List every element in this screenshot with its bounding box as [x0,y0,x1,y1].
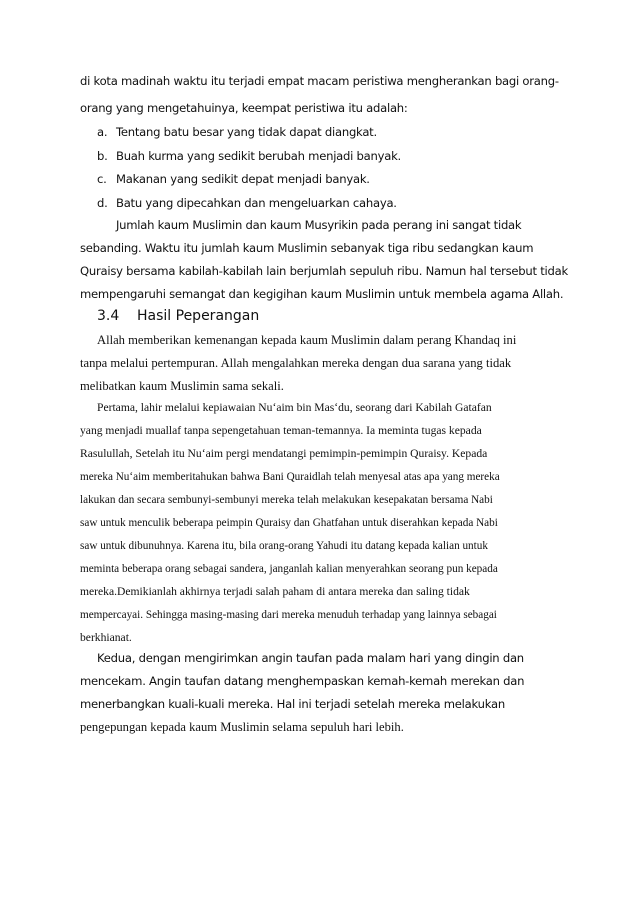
section-number: 3.4 [97,308,120,324]
list-item: Batu yang dipecahkan dan mengeluarkan cahaya. [116,196,397,210]
list-item: Buah kurma yang sedikit berubah menjadi banyak. [116,149,401,163]
text-line: Quraisy bersama kabilah-kabilah lain berjumlah sepuluh ribu. Namun hal tersebut tidak [80,264,568,278]
text-line: mereka Nu‘aim memberitahukan bahwa Bani Quraidlah telah menyesal atas apa yang mereka [80,471,500,483]
text-line: mereka.Demikianlah akhirnya terjadi salah paham di antara mereka dan saling tidak [80,585,470,598]
text-line: Allah memberikan kemenangan kepada kaum Muslimin dalam perang Khandaq ini [97,333,517,347]
text-line: Pertama, lahir melalui kepiawaian Nu‘aim bin Mas‘du, seorang dari Kabilah Gatafan [97,401,492,414]
text-line: sebanding. Waktu itu jumlah kaum Muslimin sebanyak tiga ribu sedangkan kaum [80,241,534,255]
text-line: di kota madinah waktu itu terjadi empat macam peristiwa mengherankan bagi orang- [80,74,559,88]
text-line: saw untuk dibunuhnya. Karena itu, bila orang-orang Yahudi itu datang kepada kalian untuk [80,540,488,552]
text-line: orang yang mengetahuinya, keempat peristiwa itu adalah: [80,101,408,115]
text-line: mempercayai. Sehingga masing-masing dari mereka menuduh terhadap yang lainnya sebagai [80,609,497,621]
text-line: melibatkan kaum Muslimin sama sekali. [80,379,284,393]
text-line: saw untuk menculik beberapa peimpin Quraisy dan Ghatfahan untuk diserahkan kepada Nabi [80,517,498,529]
text-line: meminta beberapa orang sebagai sandera, janganlah kalian menyerahkan seorang pun kepada [80,563,498,575]
list-item: Makanan yang sedikit depat menjadi banyak. [116,172,370,186]
section-title: Hasil Peperangan [137,308,260,324]
text-line: Jumlah kaum Muslimin dan kaum Musyrikin pada perang ini sangat tidak [116,218,522,232]
text-line: Kedua, dengan mengirimkan angin taufan pada malam hari yang dingin dan [97,651,524,665]
text-line: mempengaruhi semangat dan kegigihan kaum Muslimin untuk membela agama Allah. [80,287,564,301]
list-item-marker: b. [97,149,108,163]
text-line: menerbangkan kuali-kuali mereka. Hal ini terjadi setelah mereka melakukan [80,697,505,711]
text-line: mencekam. Angin taufan datang menghempaskan kemah-kemah merekan dan [80,674,525,688]
text-line: Rasulullah, Setelah itu Nu‘aim pergi mendatangi pemimpin-pemimpin Quraisy. Kepada [80,447,488,460]
text-line: yang menjadi muallaf tanpa sepengetahuan teman-temannya. Ia meminta tugas kepada [80,424,482,437]
text-line: lakukan dan secara sembunyi-sembunyi mereka telah melakukan kesepakatan bersama Nabi [80,494,493,506]
list-item-marker: c. [97,172,107,186]
list-item-marker: a. [97,125,108,139]
text-line: tanpa melalui pertempuran. Allah mengalahkan mereka dengan dua sarana yang tidak [80,356,512,370]
list-item-marker: d. [97,196,108,210]
list-item: Tentang batu besar yang tidak dapat diangkat. [116,125,377,139]
text-line: berkhianat. [80,631,132,644]
text-line: pengepungan kepada kaum Muslimin selama sepuluh hari lebih. [80,720,404,734]
